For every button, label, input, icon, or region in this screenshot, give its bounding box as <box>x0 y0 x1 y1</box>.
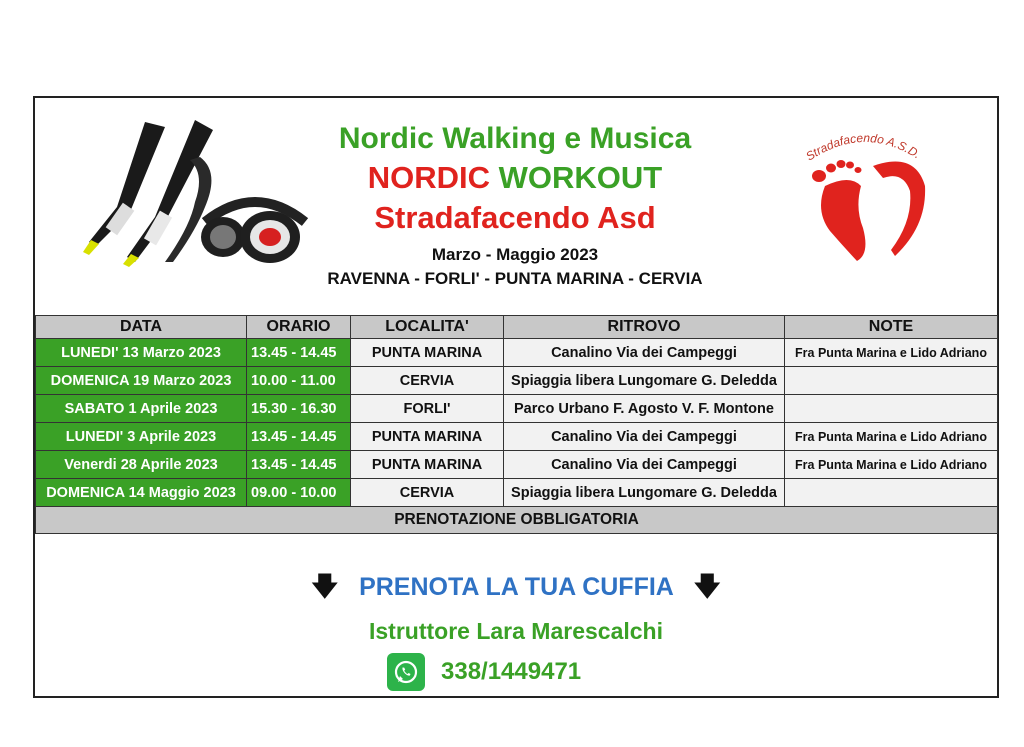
cell-meeting-point: Spiaggia libera Lungomare G. Deledda <box>504 479 785 507</box>
cell-location: FORLI' <box>351 395 504 423</box>
cell-date: SABATO 1 Aprile 2023 <box>36 395 247 423</box>
booking-required-text: PRENOTAZIONE OBBLIGATORIA <box>36 507 998 534</box>
header-note: NOTE <box>785 316 998 339</box>
title-nordic-workout <box>235 158 795 198</box>
schedule-table <box>35 315 998 534</box>
cell-date: LUNEDI' 3 Aprile 2023 <box>36 423 247 451</box>
title-nordic-word: NORDIC <box>367 160 491 195</box>
contact-row <box>387 652 581 692</box>
period-text: Marzo - Maggio 2023 <box>431 245 599 264</box>
table-row <box>36 451 998 479</box>
title-block <box>235 120 795 292</box>
flyer-frame <box>33 96 999 698</box>
cell-note: Fra Punta Marina e Lido Adriano <box>785 451 998 479</box>
cell-time: 13.45 - 14.45 <box>247 339 351 367</box>
title-workout-word: WORKOUT <box>498 160 663 195</box>
cell-time: 15.30 - 16.30 <box>247 395 351 423</box>
table-row <box>36 339 998 367</box>
cell-location: PUNTA MARINA <box>351 423 504 451</box>
cell-note: Fra Punta Marina e Lido Adriano <box>785 423 998 451</box>
arrow-down-icon: 🡇 <box>311 571 339 601</box>
cell-meeting-point: Canalino Via dei Campeggi <box>504 423 785 451</box>
table-footer-row <box>36 507 998 534</box>
cell-time: 13.45 - 14.45 <box>247 451 351 479</box>
cell-location: CERVIA <box>351 479 504 507</box>
cell-date: LUNEDI' 13 Marzo 2023 <box>36 339 247 367</box>
whatsapp-icon[interactable] <box>387 653 425 691</box>
book-headphones-text: PRENOTA LA TUA CUFFIA <box>359 573 673 601</box>
title-nordic-walking: Nordic Walking e Musica <box>338 122 692 155</box>
cell-location: CERVIA <box>351 367 504 395</box>
stradafacendo-logo <box>795 116 935 266</box>
header-localita: LOCALITA' <box>351 316 504 339</box>
table-row <box>36 479 998 507</box>
cell-time: 09.00 - 10.00 <box>247 479 351 507</box>
svg-text:Stradafacendo A.S.D. <box>803 131 923 164</box>
cell-meeting-point: Canalino Via dei Campeggi <box>504 451 785 479</box>
header-orario: ORARIO <box>247 316 351 339</box>
cell-location: PUNTA MARINA <box>351 451 504 479</box>
table-row <box>36 423 998 451</box>
cell-location: PUNTA MARINA <box>351 339 504 367</box>
cell-date: DOMENICA 14 Maggio 2023 <box>36 479 247 507</box>
locations-text: RAVENNA - FORLI' - PUNTA MARINA - CERVIA <box>327 269 703 288</box>
table-row <box>36 367 998 395</box>
header-data: DATA <box>36 316 247 339</box>
arrow-down-icon: 🡇 <box>693 571 721 601</box>
cell-meeting-point: Parco Urbano F. Agosto V. F. Montone <box>504 395 785 423</box>
header-ritrovo: RITROVO <box>504 316 785 339</box>
title-organization: Stradafacendo Asd <box>374 200 656 235</box>
instructor-name: Istruttore Lara Marescalchi <box>368 618 663 644</box>
cell-note <box>785 395 998 423</box>
cell-time: 13.45 - 14.45 <box>247 423 351 451</box>
cell-date: Venerdi 28 Aprile 2023 <box>36 451 247 479</box>
logo-text: Stradafacendo A.S.D. <box>803 130 924 164</box>
cell-meeting-point: Spiaggia libera Lungomare G. Deledda <box>504 367 785 395</box>
cell-note <box>785 367 998 395</box>
table-header-row <box>36 316 998 339</box>
phone-number[interactable]: 338/1449471 <box>441 658 582 685</box>
cell-date: DOMENICA 19 Marzo 2023 <box>36 367 247 395</box>
cell-meeting-point: Canalino Via dei Campeggi <box>504 339 785 367</box>
table-row <box>36 395 998 423</box>
cell-time: 10.00 - 11.00 <box>247 367 351 395</box>
cell-note <box>785 479 998 507</box>
cell-note: Fra Punta Marina e Lido Adriano <box>785 339 998 367</box>
book-headphones-row <box>35 568 997 612</box>
